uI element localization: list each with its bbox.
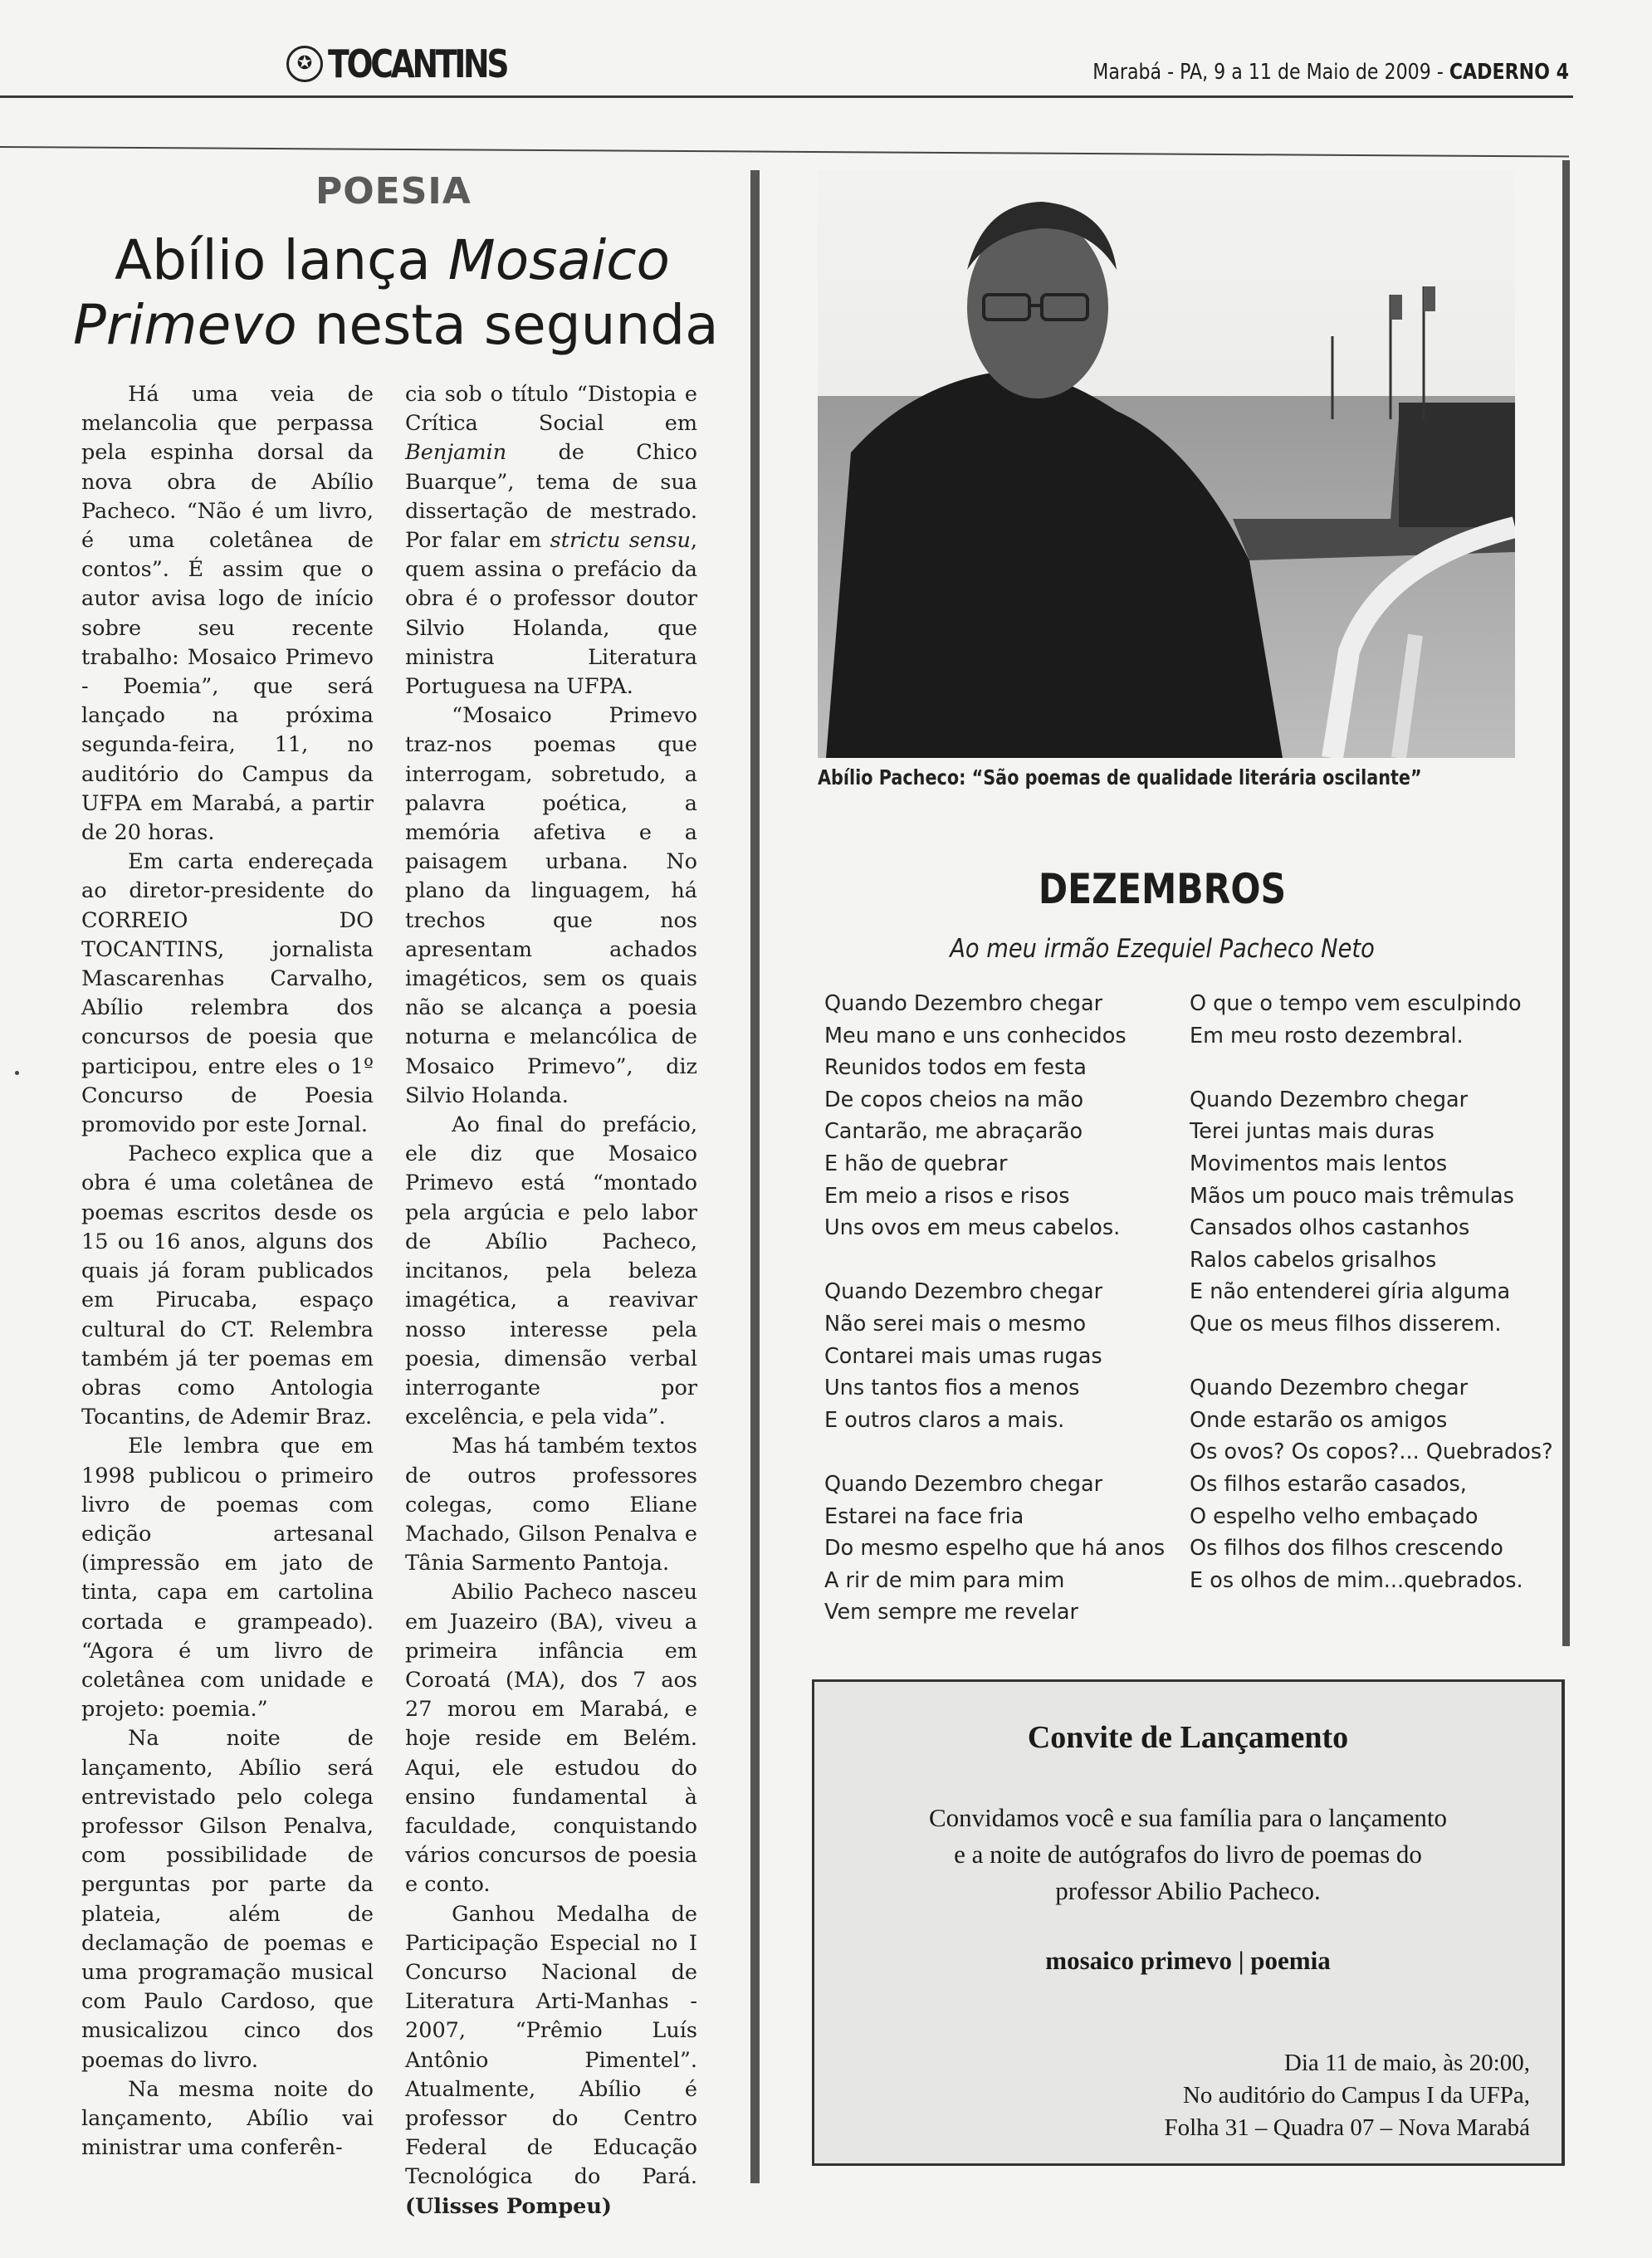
poem-line: Uns ovos em meus cabelos. [824, 1215, 1121, 1241]
poem-line: E os olhos de mim...quebrados. [1190, 1567, 1523, 1593]
article-kicker: POESIA [315, 170, 472, 213]
text-run: , quem assina o prefácio da obra é o professor doutor Silvio Holanda, que ministra Literatura Portuguesa na UFPA. [405, 528, 697, 700]
text-run: de Chico Buarque”, tema de sua dissertação de mestrado. Por falar em [405, 440, 697, 554]
poem-dedication: Ao meu irmão Ezequiel Pacheco Neto [950, 934, 1375, 964]
poem-line: Uns tantos fios a menos [824, 1376, 1080, 1401]
poem-line: E hão de quebrar [824, 1151, 1008, 1176]
poem-line: Vem sempre me revelar [824, 1600, 1079, 1625]
poem-line: Ralos cabelos grisalhos [1190, 1247, 1437, 1273]
poem-line: Os ovos? Os copos?... Quebrados? [1190, 1439, 1553, 1465]
poem-line: Que os meus filhos disserem. [1190, 1311, 1502, 1337]
poem-line: Cansados olhos castanhos [1190, 1215, 1470, 1241]
poem-line: Em meio a risos e risos [824, 1183, 1070, 1209]
italic-term: strictu sensu [550, 528, 691, 554]
invitation-body [814, 1800, 1562, 1909]
section-name: CADERNO 4 [1449, 60, 1569, 85]
paragraph: Na noite de lançamento, Abílio será entrevistado pelo colega professor Gilson Penalva, com possibilidade de perguntas por parte da plateia, além de declamação de poemas e uma programação musical com Paulo Cardoso, que musicalizou cinco dos poemas do livro. [81, 1726, 374, 2073]
paragraph: Abilio Pacheco nasceu em Juazeiro (BA), viveu a primeira infância em Coroatá (MA), dos 7 aos 27 morou em Marabá, e hoje reside em Belém. Aqui, ele estudou do ensino fundamental à faculdade, conquistando vários concursos de poesia e conto. [405, 1580, 697, 1898]
poem-line: Mãos um pouco mais trêmulas [1190, 1183, 1514, 1209]
poem-stanza [1190, 1372, 1553, 1596]
headline-part2: nesta segunda [296, 293, 719, 357]
poem-line: E outros claros a mais. [824, 1407, 1065, 1433]
poem-line: Meu mano e uns conhecidos [824, 1023, 1127, 1048]
poem-title: DEZEMBROS [1038, 865, 1287, 913]
scan-speck [15, 1071, 19, 1075]
poem-stanza [824, 1276, 1165, 1436]
invitation-title: Convite de Lançamento [1027, 1720, 1349, 1755]
paragraph [405, 1900, 697, 2221]
poem-line: Quando Dezembro chegar [1190, 1376, 1469, 1401]
paragraph: Em carta endereçada ao diretor-presidente do CORREIO DO TOCANTINS, jornalista Mascarenhas Carvalho, Abílio relembra dos concursos de poesia que participou, entre eles o 1º Concurso de Poesia promovido por este Jornal. [81, 849, 374, 1138]
poem-line: O que o tempo vem esculpindo [1190, 991, 1522, 1016]
invitation-event-details [1164, 2047, 1530, 2144]
poem-line: Não serei mais o mesmo [824, 1311, 1087, 1337]
poem-line: Contarei mais umas rugas [824, 1343, 1102, 1369]
byline: (Ulisses Pompeu) [405, 2193, 612, 2219]
newspaper-logo [286, 42, 545, 86]
poem-line: Estarei na face fria [824, 1503, 1024, 1529]
headline-italic2: Primevo [73, 293, 297, 357]
text-run: cia sob o título “Distopia e Crítica Social em [405, 382, 697, 437]
poem-line: Quando Dezembro chegar [824, 1471, 1103, 1497]
poem-line: Onde estarão os amigos [1190, 1407, 1448, 1433]
poem-line: Os filhos estarão casados, [1190, 1471, 1467, 1497]
headline-part1: Abílio lança [115, 228, 448, 292]
masthead-rule [0, 95, 1573, 98]
article-headline [73, 228, 737, 358]
poem-line: De copos cheios na mão [824, 1087, 1084, 1112]
poem-line: O espelho velho embaçado [1190, 1503, 1478, 1529]
poem-stanza [824, 1469, 1165, 1629]
launch-invitation-box [812, 1679, 1565, 2166]
poem-line: Quando Dezembro chegar [824, 1279, 1103, 1305]
poem-line: Terei juntas mais duras [1190, 1119, 1435, 1145]
invitation-book-title: mosaico primevo | poemia [1045, 1946, 1331, 1975]
paragraph: Pacheco explica que a obra é uma coletânea de poemas escritos desde os 15 ou 16 anos, alguns dos quais já foram publicados em Pirucaba, espaço cultural do CT. Relembra também já ter poemas em obras como Antologia Tocantins, de Ademir Braz. [81, 1141, 374, 1430]
poem-line: Cantarão, me abraçarão [824, 1119, 1083, 1145]
poem-stanza [1190, 988, 1553, 1052]
article-column-2 [405, 380, 697, 2221]
invitation-line: e a noite de autógrafos do livro de poemas do [954, 1840, 1422, 1869]
poem-stanza [1190, 1084, 1553, 1341]
poem-line: Movimentos mais lentos [1190, 1151, 1448, 1176]
text-run: Ganhou Medalha de Participação Especial no I Concurso Nacional de Literatura Arti-Manhas - 2007, “Prêmio Luís Antônio Pimentel”. Atualmente, Abílio é professor do Centro Federal de Educação Tecnológica do Pará. [405, 1901, 697, 2190]
poem-line: Os filhos dos filhos crescendo [1190, 1536, 1503, 1562]
frame-bar-right [1562, 160, 1570, 1646]
poem-line: Em meu rosto dezembral. [1190, 1023, 1464, 1048]
poem-column-right [1190, 988, 1553, 1596]
author-photo-illustration [818, 170, 1515, 758]
paragraph: Há uma veia de melancolia que perpassa pela espinha dorsal da nova obra de Abílio Pacheco. “Não é um livro, é uma coletânea de contos”. É assim que o autor avisa logo de início sobre seu recente trabalho: Mosaico Primevo - Poemia”, que será lançado na próxima segunda-feira, 11, no auditório do Campus da UFPA em Marabá, a partir de 20 horas. [81, 382, 374, 846]
paragraph: Mas há também textos de outros professores colegas, como Eliane Machado, Gilson Penalva e Tânia Sarmento Pantoja. [405, 1434, 697, 1576]
poem-line: Do mesmo espelho que há anos [824, 1536, 1166, 1562]
paragraph: Ao final do prefácio, ele diz que Mosaico Primevo está “montado pela argúcia e pelo labor de Abílio Pacheco, incitanos, pela beleza imagética, a reavivar nosso interesse pela poesia, dimensão verbal interrogante por excelência, e pela vida”. [405, 1112, 697, 1430]
invitation-line: Convidamos você e sua família para o lançamento [928, 1803, 1448, 1832]
paragraph-continued [405, 380, 697, 701]
poem-line: Quando Dezembro chegar [1190, 1087, 1469, 1112]
poem-line: Reunidos todos em festa [824, 1055, 1087, 1081]
poem-line: E não entenderei gíria alguma [1190, 1279, 1511, 1305]
paragraph: Na mesma noite do lançamento, Abílio vai ministrar uma conferên- [81, 2076, 374, 2161]
poem-line: Quando Dezembro chegar [824, 991, 1103, 1016]
poem-stanza [824, 988, 1165, 1244]
paragraph: “Mosaico Primevo traz-nos poemas que interrogam, sobretudo, a palavra poética, a memória afetiva e a paisagem urbana. No plano da linguagem, há trechos que nos apresentam achados imagéticos, sem os quais não se alcança a poesia noturna e melancólica de Mosaico Primevo”, diz Silvio Holanda. [405, 703, 697, 1108]
section-rule [0, 146, 1569, 158]
italic-title: Benjamin [405, 440, 507, 466]
poem-line: A rir de mim para mim [824, 1567, 1065, 1593]
headline-italic1: Mosaico [447, 228, 670, 292]
article-column-1 [81, 380, 374, 2163]
event-venue: No auditório do Campus I da UFPa, [1182, 2082, 1530, 2109]
dateline-date: Marabá - PA, 9 a 11 de Maio de 2009 - [1092, 60, 1449, 85]
logo-text: TOCANTINS [328, 42, 507, 86]
event-date: Dia 11 de maio, às 20:00, [1283, 2050, 1530, 2076]
event-address: Folha 31 – Quadra 07 – Nova Marabá [1164, 2114, 1530, 2141]
column-divider-bar [750, 170, 760, 2183]
logo-emblem-icon: ✪ [286, 46, 323, 82]
dateline [1092, 60, 1569, 85]
author-photo [818, 170, 1515, 758]
invitation-line: professor Abilio Pacheco. [1055, 1876, 1321, 1905]
photo-caption: Abílio Pacheco: “São poemas de qualidade literária oscilante” [818, 765, 1422, 789]
paragraph: Ele lembra que em 1998 publicou o primeiro livro de poemas com edição artesanal (impressão em jato de tinta, capa em cartolina cortada e grampeado). “Agora é um livro de coletânea com unidade e projeto: poemia.” [81, 1434, 374, 1723]
poem-column-left [824, 988, 1165, 1629]
